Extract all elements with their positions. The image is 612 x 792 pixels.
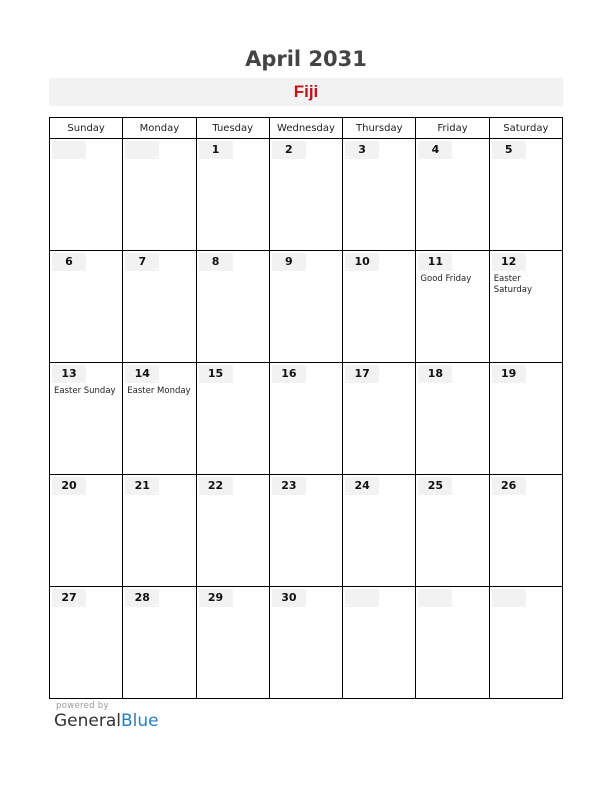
day-number — [125, 141, 159, 159]
day-cell — [50, 139, 123, 251]
brand-general-text: General — [54, 711, 121, 731]
page-title: April 2031 — [245, 47, 367, 71]
holiday-label: Good Friday — [420, 274, 472, 284]
brand-blue-text: Blue — [121, 711, 159, 731]
day-number: 22 — [207, 479, 224, 492]
week-row — [50, 363, 563, 475]
week-row — [50, 139, 563, 251]
day-cell — [489, 475, 562, 587]
holiday-label: Easter Saturday — [493, 274, 532, 295]
day-number: 9 — [285, 255, 293, 268]
day-number: 8 — [211, 255, 220, 268]
day-number: 16 — [281, 367, 297, 380]
day-cell — [123, 139, 196, 251]
day-cell — [50, 587, 123, 699]
day-cell — [123, 587, 196, 699]
day-number: 19 — [501, 367, 517, 380]
day-cell — [343, 139, 416, 251]
day-number: 24 — [354, 479, 370, 492]
day-number: 15 — [207, 367, 224, 380]
day-cell — [269, 139, 342, 251]
day-cell — [123, 363, 196, 475]
day-number: 23 — [281, 479, 297, 492]
country-name: Fiji — [293, 82, 319, 101]
day-cell — [50, 475, 123, 587]
day-cell — [196, 363, 269, 475]
holiday-label: Easter Sunday — [54, 386, 116, 396]
weekday-header: Wednesday — [269, 118, 342, 139]
day-cell — [196, 475, 269, 587]
week-row — [50, 587, 563, 699]
day-cell — [269, 251, 342, 363]
day-number: 17 — [354, 367, 370, 380]
weekday-header: Sunday — [50, 118, 123, 139]
day-number: 6 — [65, 255, 73, 268]
day-cell — [269, 587, 342, 699]
day-number: 28 — [134, 591, 150, 604]
day-cell — [123, 475, 196, 587]
day-number: 25 — [427, 479, 444, 492]
day-number: 18 — [427, 367, 444, 380]
day-cell — [416, 363, 489, 475]
day-cell — [123, 251, 196, 363]
weekday-header: Monday — [123, 118, 196, 139]
day-cell — [489, 251, 562, 363]
day-cell — [196, 587, 269, 699]
weekday-header-row — [50, 118, 563, 139]
day-cell — [196, 251, 269, 363]
country-banner — [49, 78, 563, 106]
weekday-header: Saturday — [489, 118, 562, 139]
day-cell — [416, 139, 489, 251]
powered-by-text: powered by — [56, 701, 109, 711]
day-number — [492, 589, 526, 607]
week-row — [50, 475, 563, 587]
day-cell — [416, 587, 489, 699]
day-cell — [489, 587, 562, 699]
day-number: 11 — [427, 255, 444, 268]
day-cell — [416, 475, 489, 587]
day-number: 14 — [134, 367, 150, 380]
weekday-header: Tuesday — [196, 118, 269, 139]
day-number — [418, 589, 452, 607]
day-cell — [416, 251, 489, 363]
day-number: 3 — [358, 143, 366, 156]
day-cell — [343, 251, 416, 363]
day-number: 29 — [207, 591, 224, 604]
weekday-header: Friday — [416, 118, 489, 139]
day-cell — [50, 363, 123, 475]
day-number: 1 — [211, 143, 220, 156]
day-cell — [343, 363, 416, 475]
day-number: 21 — [134, 479, 150, 492]
day-number: 12 — [501, 255, 517, 268]
day-number: 30 — [281, 591, 297, 604]
day-cell — [343, 475, 416, 587]
day-number — [345, 589, 379, 607]
day-cell — [343, 587, 416, 699]
day-cell — [50, 251, 123, 363]
weekday-header: Thursday — [343, 118, 416, 139]
day-cell — [269, 475, 342, 587]
week-row — [50, 251, 563, 363]
day-number: 10 — [354, 255, 370, 268]
day-cell — [489, 139, 562, 251]
day-number: 26 — [501, 479, 517, 492]
calendar-grid — [49, 117, 563, 699]
day-number: 7 — [138, 255, 147, 268]
day-number: 5 — [504, 143, 513, 156]
generalblue-logo[interactable] — [54, 711, 159, 731]
day-cell — [196, 139, 269, 251]
day-number — [52, 141, 86, 159]
day-number: 13 — [61, 367, 77, 380]
day-cell — [269, 363, 342, 475]
holiday-label: Easter Monday — [127, 386, 191, 396]
day-number: 20 — [61, 479, 77, 492]
day-number: 27 — [61, 591, 77, 604]
day-number: 4 — [431, 143, 440, 156]
day-number: 2 — [285, 143, 293, 156]
day-cell — [489, 363, 562, 475]
